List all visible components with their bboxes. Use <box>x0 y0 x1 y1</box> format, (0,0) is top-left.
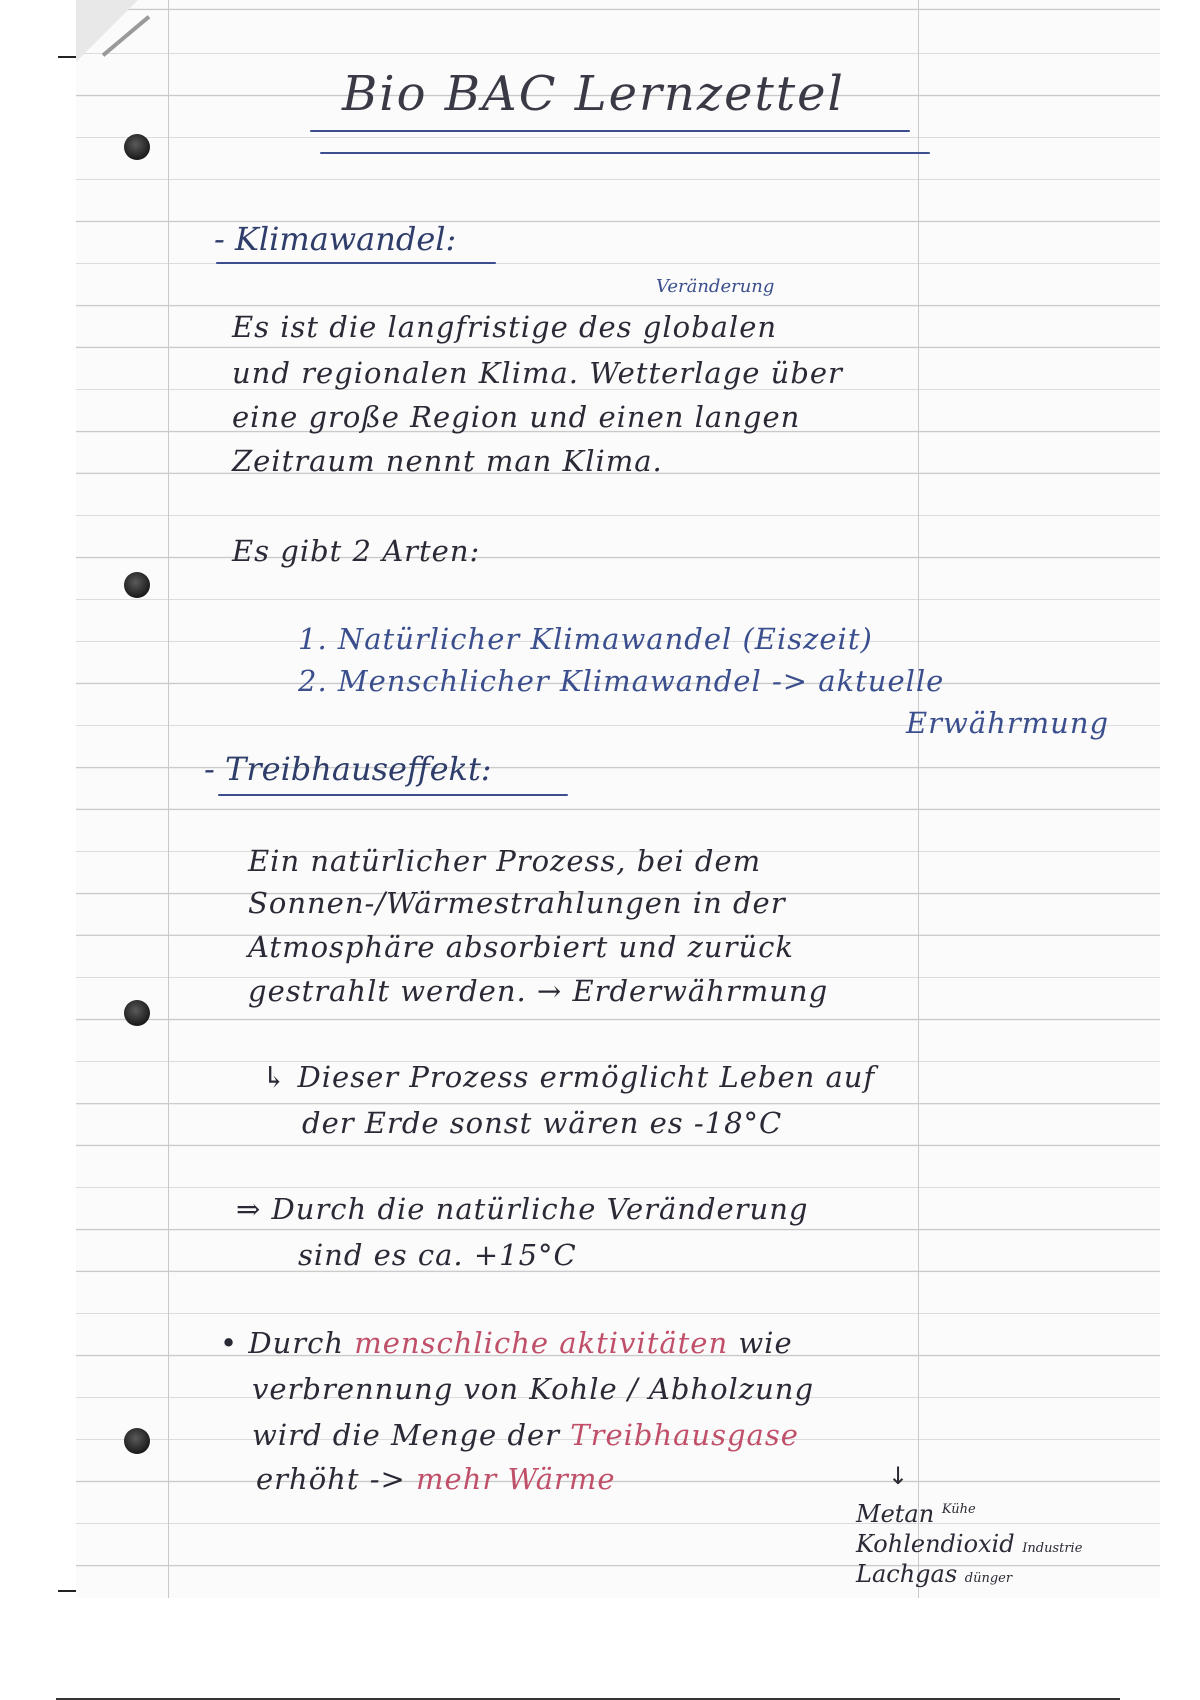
text-line: und regionalen Klima. Wetterlage über <box>232 356 843 390</box>
heading-underline <box>218 794 568 796</box>
scan-mark <box>58 56 76 58</box>
bullet-text: wird die Menge der <box>252 1418 561 1452</box>
heading-treibhauseffekt: - Treibhauseffekt: <box>204 750 492 788</box>
bullet-prefix: • Durch <box>220 1326 345 1360</box>
gas-name: Lachgas <box>856 1560 958 1588</box>
conclusion-line: ⇒ Durch die natürliche Veränderung <box>236 1192 809 1226</box>
punch-hole <box>124 1000 150 1026</box>
gas-item <box>856 1500 976 1528</box>
gas-source: Kühe <box>941 1502 976 1517</box>
type-item: 2. Menschlicher Klimawandel -> aktuelle <box>298 664 945 698</box>
title-underline-2 <box>320 152 930 154</box>
punch-hole <box>124 1428 150 1454</box>
gas-name: Metan <box>856 1500 935 1528</box>
text-line: Zeitraum nennt man Klima. <box>232 444 663 478</box>
gas-item <box>856 1530 1082 1558</box>
bullet-text: erhöht -> <box>256 1462 406 1496</box>
gas-item <box>856 1560 1012 1588</box>
text-line: Ein natürlicher Prozess, bei dem <box>248 844 762 878</box>
bullet-line-3 <box>252 1418 799 1452</box>
margin-line-right <box>918 0 919 1598</box>
gas-source: Industrie <box>1022 1541 1083 1556</box>
punch-hole <box>124 572 150 598</box>
bullet-line-4 <box>256 1462 616 1496</box>
text-line: gestrahlt werden. → Erderwährmung <box>248 974 829 1008</box>
highlight-treibhausgase: Treibhausgase <box>570 1418 799 1452</box>
page-title: Bio BAC Lernzettel <box>342 66 845 122</box>
type-item: 1. Natürlicher Klimawandel (Eiszeit) <box>298 622 873 656</box>
text-line: Atmosphäre absorbiert und zurück <box>248 930 794 964</box>
text-line: Es ist die langfristige des globalen <box>232 310 778 344</box>
text-line: eine große Region und einen langen <box>232 400 801 434</box>
heading-underline <box>216 262 496 264</box>
bullet-line-2: verbrennung von Kohle / Abholzung <box>252 1372 815 1406</box>
conclusion-line: sind es ca. +15°C <box>298 1238 577 1272</box>
sub-text-line: der Erde sonst wären es -18°C <box>302 1106 783 1140</box>
bullet-line-1 <box>220 1326 793 1360</box>
highlight-mehr-waerme: mehr Wärme <box>416 1462 616 1496</box>
gas-name: Kohlendioxid <box>856 1530 1015 1558</box>
types-intro: Es gibt 2 Arten: <box>232 534 481 568</box>
sub-text-line: ↳ Dieser Prozess ermöglicht Leben auf <box>262 1060 876 1094</box>
punch-hole <box>124 134 150 160</box>
margin-line-left <box>168 0 169 1598</box>
down-arrow-icon: ↓ <box>888 1462 909 1490</box>
title-underline <box>310 130 910 132</box>
scan-mark <box>58 1590 76 1592</box>
highlight-menschliche-aktivitaeten: menschliche aktivitäten <box>354 1326 729 1360</box>
type-item-continuation: Erwährmung <box>906 706 1110 740</box>
text-line: Sonnen-/Wärmestrahlungen in der <box>248 886 786 920</box>
bullet-word: wie <box>738 1326 793 1360</box>
heading-klimawandel: - Klimawandel: <box>214 220 457 258</box>
annotation-veraenderung: Veränderung <box>656 276 775 297</box>
gas-source: dünger <box>964 1571 1013 1586</box>
